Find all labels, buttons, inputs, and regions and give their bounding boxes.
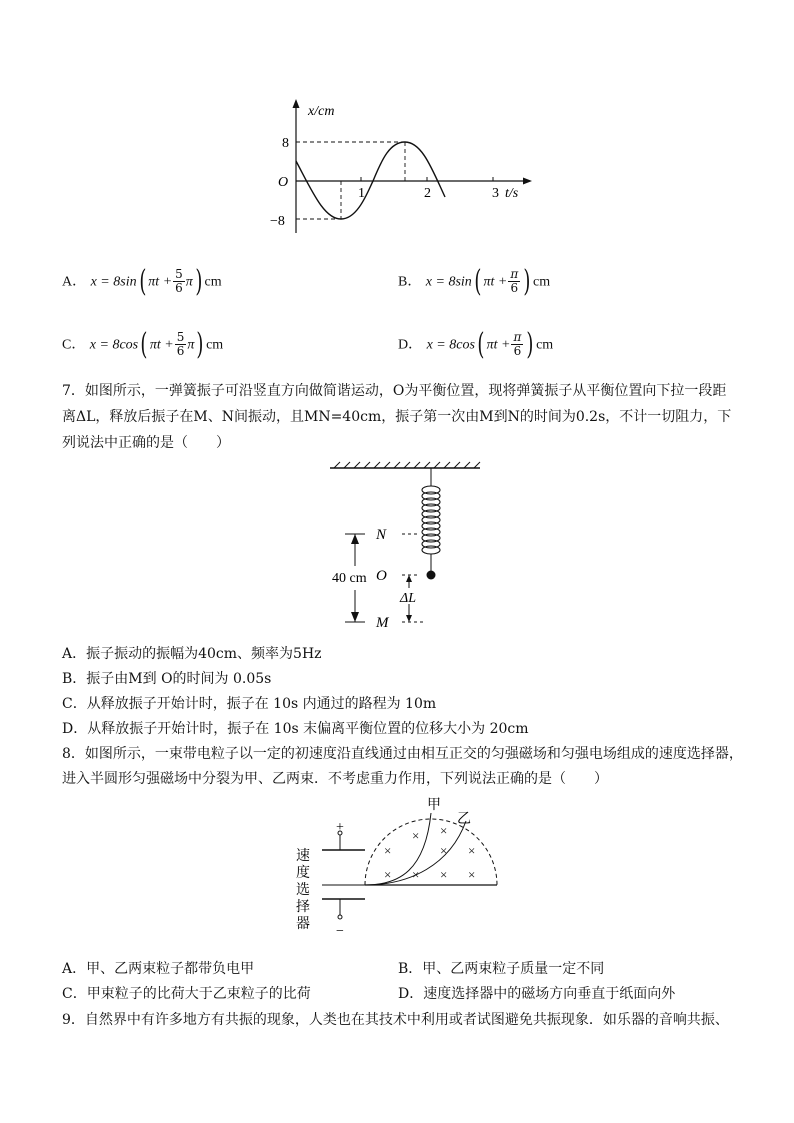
tick-1: 1: [358, 186, 365, 201]
minus-sign: −: [336, 924, 344, 939]
x-axis-arrow: [523, 178, 532, 185]
q6-option-a[interactable]: A． x = 8sin( πt + $\frac{5}{6}$ π) cm: [62, 263, 222, 299]
q8-option-a[interactable]: A．甲、乙两束粒子都带负电甲: [62, 961, 255, 977]
y-axis-arrow: [293, 99, 300, 108]
q8-option-b[interactable]: B．甲、乙两束粒子质量一定不同: [398, 961, 605, 977]
q6-option-b[interactable]: B． x = 8sin( πt + $\frac{\pi}{6}$ ) cm: [398, 263, 551, 299]
svg-text:×: ×: [412, 828, 420, 843]
svg-text:选: 选: [296, 883, 310, 898]
q8-option-d[interactable]: D．速度选择器中的磁场方向垂直于纸面向外: [398, 986, 676, 1002]
svg-text:×: ×: [440, 843, 448, 858]
svg-text:度: 度: [296, 866, 310, 881]
origin-label: O: [278, 175, 289, 190]
oscillator-ball: [427, 571, 436, 580]
svg-text:择: 择: [296, 900, 310, 915]
q7-option-d[interactable]: D．从释放振子开始计时，振子在 10s 末偏离平衡位置的位移大小为 20cm: [62, 721, 529, 737]
svg-text:×: ×: [384, 867, 392, 882]
spring-oscillator-figure: [320, 458, 500, 633]
svg-text:×: ×: [468, 843, 476, 858]
label-o: O: [376, 568, 387, 584]
svg-text:×: ×: [440, 867, 448, 882]
svg-text:×: ×: [412, 867, 420, 882]
q6-option-d[interactable]: D． x = 8cos( πt + $\frac{\pi}{6}$ ) cm: [398, 326, 554, 362]
q7-stem-line-1: 7．如图所示，一弹簧振子可沿竖直方向做简谐运动，O为平衡位置，现将弹簧振子从平衡位置向下拉一段距: [62, 383, 727, 399]
plus-sign: +: [336, 820, 344, 835]
q7-stem-line-3: 列说法中正确的是（ ）: [62, 435, 230, 451]
q6-option-c[interactable]: C． x = 8cos( πt + $\frac{5}{6}$ π) cm: [62, 326, 224, 362]
tick-8: 8: [282, 136, 289, 151]
svg-text:器: 器: [296, 917, 310, 932]
q7-option-a[interactable]: A．振子振动的振幅为40cm、频率为5Hz: [62, 646, 322, 662]
svg-text:速: 速: [296, 849, 310, 864]
label-jia: 甲: [427, 798, 441, 813]
q8-stem-line-2: 进入半圆形匀强磁场中分裂为甲、乙两束．不考虑重力作用，下列说法正确的是（ ）: [62, 771, 608, 787]
svg-text:×: ×: [440, 823, 448, 838]
svg-text:×: ×: [468, 867, 476, 882]
label-yi: 乙: [457, 812, 471, 827]
svg-text:×: ×: [384, 843, 392, 858]
label-n: N: [376, 527, 387, 543]
y-axis-label: x/cm: [308, 104, 335, 119]
q8-stem-line-1: 8．如图所示，一束带电粒子以一定的初速度沿直线通过由相互正交的匀强磁场和匀强电场组成的速度选择器，: [62, 746, 743, 762]
tick-neg8: −8: [270, 214, 285, 229]
spring-coils: [422, 486, 440, 554]
beam-jia: [365, 813, 431, 885]
x-axis-label: t/s: [505, 186, 519, 201]
q7-stem-line-2: 离ΔL，释放后振子在M、N间振动，且MN=40cm，振子第一次由M到N的时间为0.2s，不计一切阻力，下: [62, 409, 732, 425]
sine-graph: [260, 95, 540, 240]
tick-2: 2: [424, 186, 431, 201]
velocity-selector-figure: [290, 795, 510, 955]
label-m: M: [376, 615, 389, 631]
q9-stem-line-1: 9．自然界中有许多地方有共振的现象，人类也在其技术中利用或者试图避免共振现象．如乐器的音响共振、: [62, 1012, 729, 1028]
tick-3: 3: [492, 186, 499, 201]
q8-option-c[interactable]: C．甲束粒子的比荷大于乙束粒子的比荷: [62, 986, 311, 1002]
label-delta-l: ΔL: [400, 591, 417, 606]
label-40cm: 40 cm: [332, 571, 367, 586]
q7-option-b[interactable]: B．振子由M到 O的时间为 0.05s: [62, 671, 272, 687]
q7-option-c[interactable]: C．从释放振子开始计时，振子在 10s 内通过的路程为 10m: [62, 696, 437, 712]
